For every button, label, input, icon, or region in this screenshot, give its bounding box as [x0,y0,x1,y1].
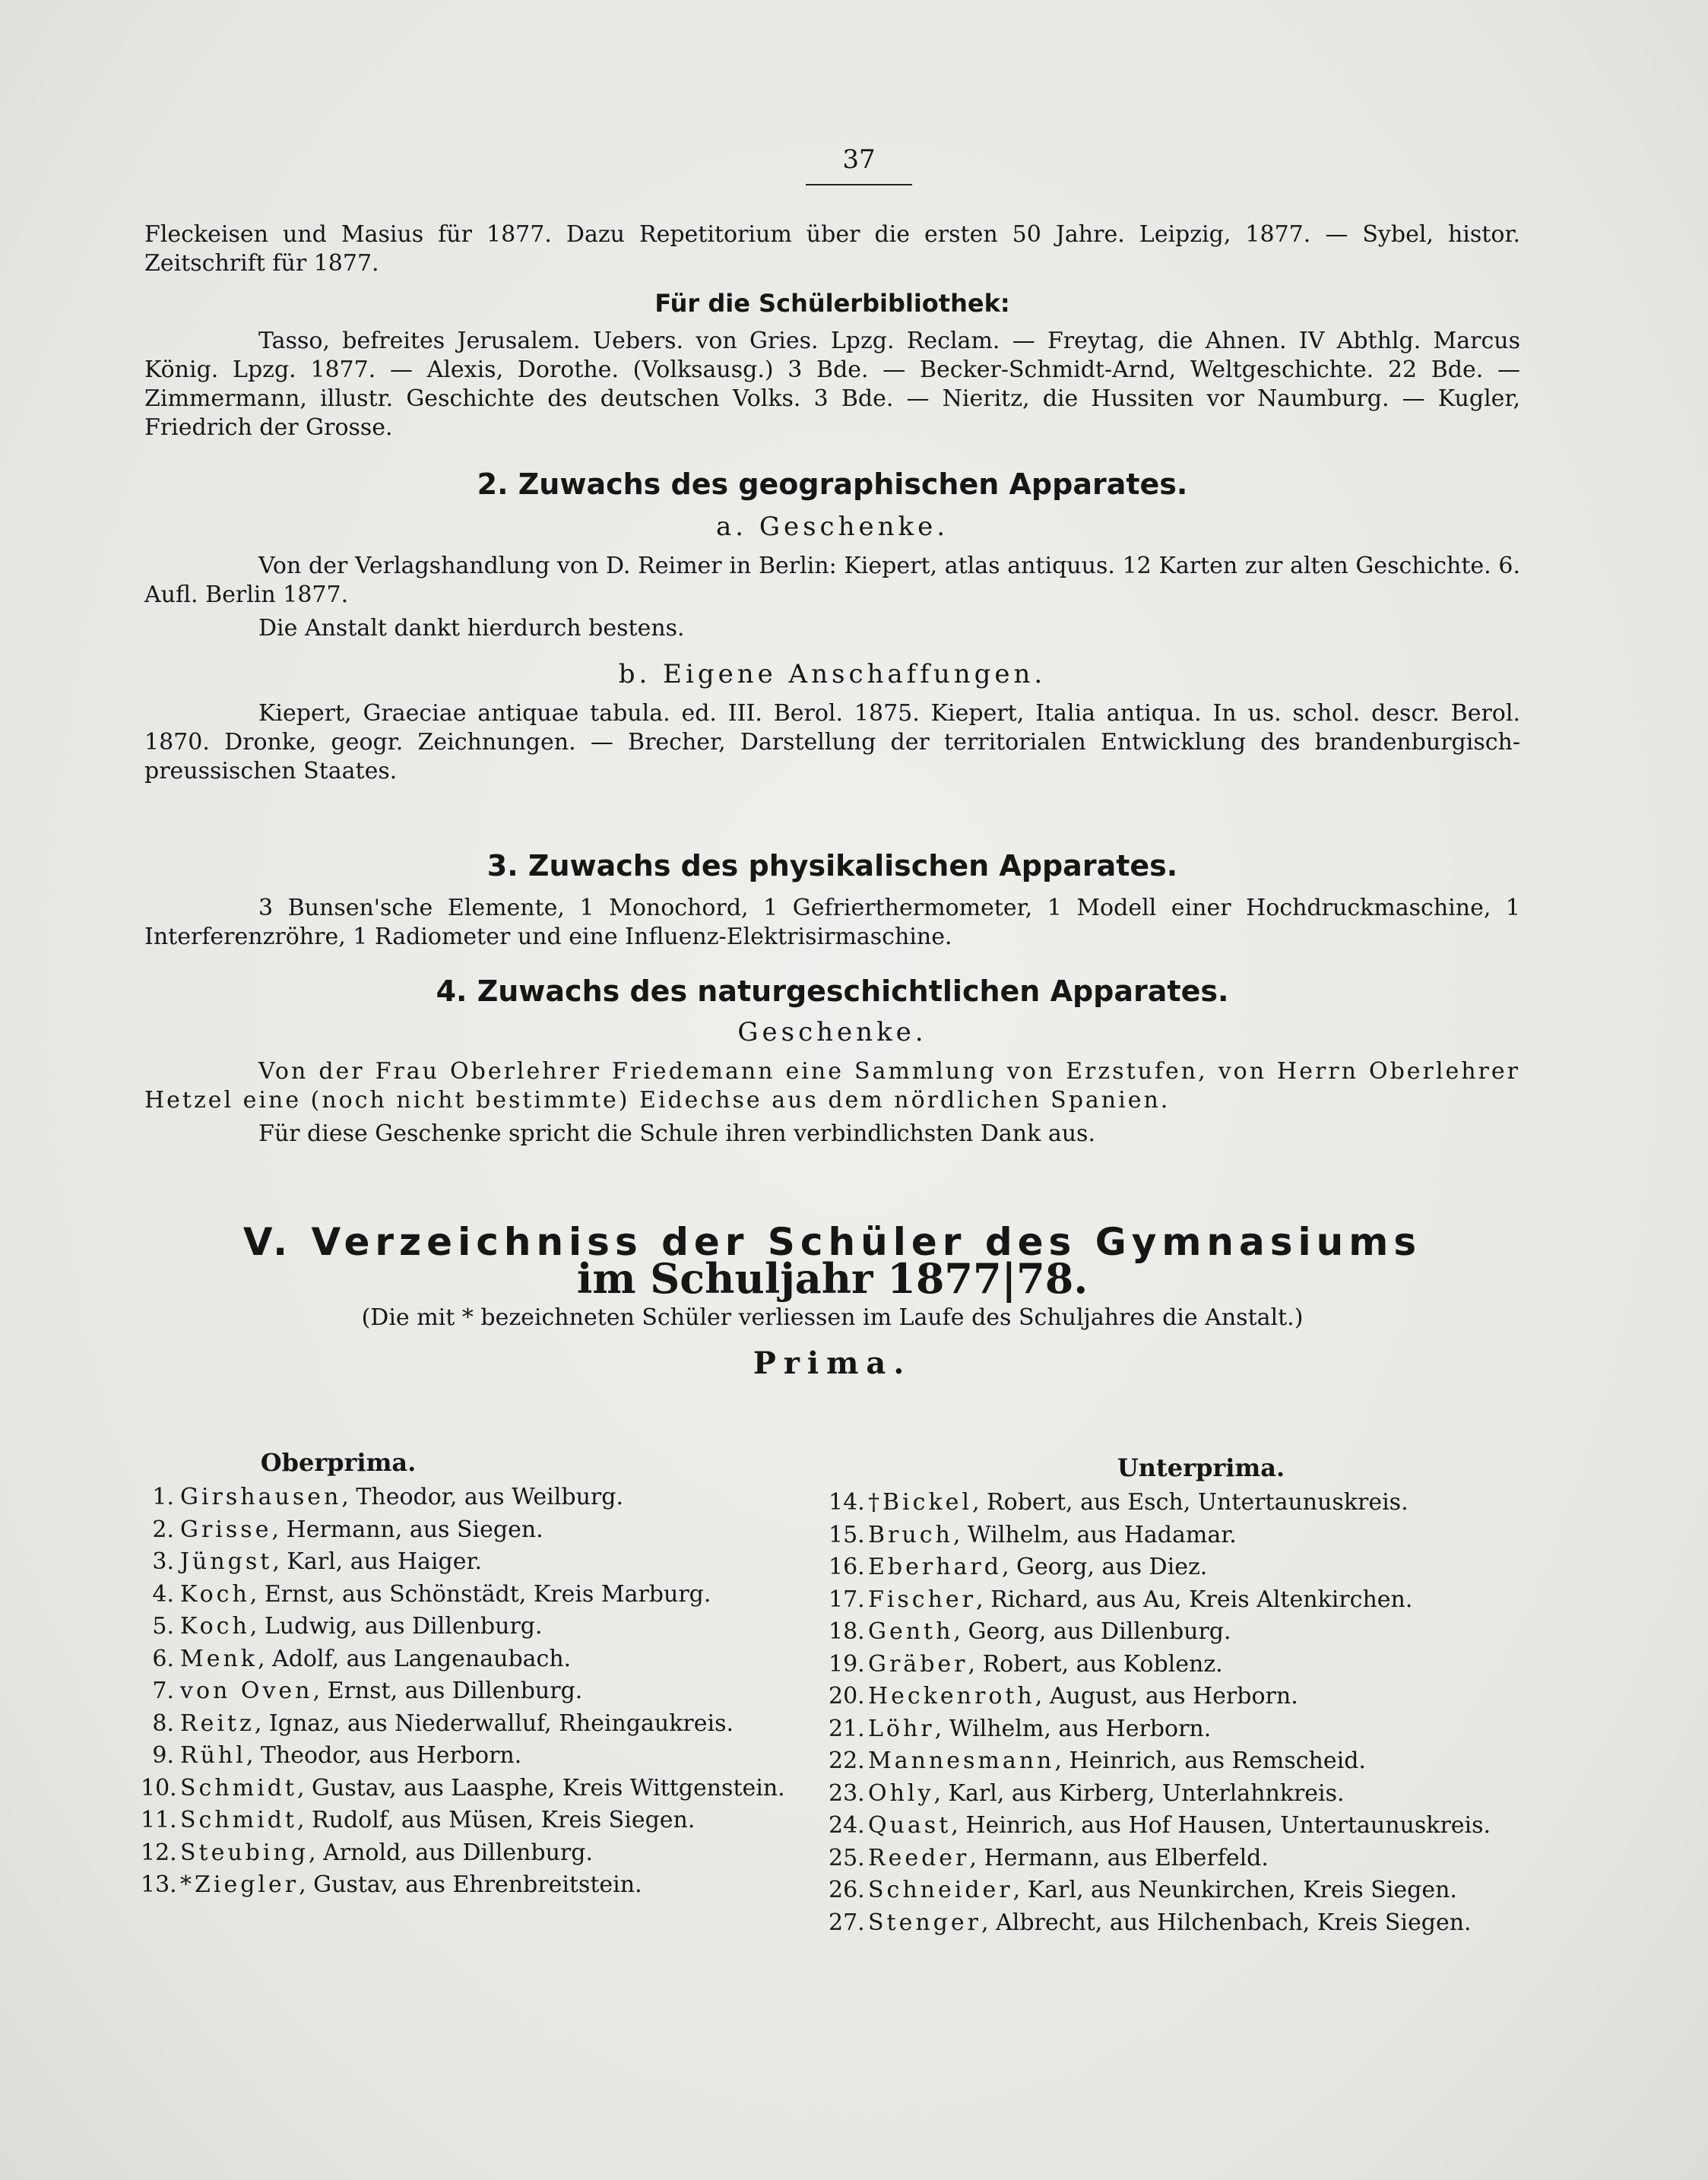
unterprima-list [829,1487,1528,1939]
section-3-paragraph: 3 Bunsen'sche Elemente, 1 Monochord, 1 Gefrierthermometer, 1 Modell einer Hochdruckmaschine, 1 Interferenzröhre, 1 Radiometer und eine Influenz-Elektrisirmaschine. [144,895,1520,950]
page-number: 37 [806,144,912,185]
student-number: 26. [829,1877,865,1903]
student-row [829,1616,1528,1649]
student-surname: Schneider [868,1877,1013,1903]
student-row [829,1649,1528,1681]
student-details: , Robert, aus Koblenz. [968,1650,1223,1678]
student-surname: Reitz [180,1709,255,1737]
section-4-heading: 4. Zuwachs des naturgeschichtlichen Apparates. [436,974,1229,1008]
section-2a-thanks: Die Anstalt dankt hierdurch bestens. [258,615,685,642]
student-surname: Menk [180,1645,258,1672]
student-surname: †Bickel [868,1489,972,1516]
student-row [829,1907,1528,1940]
student-surname: Koch [180,1580,250,1608]
student-surname: Bruch [868,1521,953,1548]
student-row [141,1611,825,1643]
student-surname: Mannesmann [868,1747,1055,1774]
student-details: , Heinrich, aus Remscheid. [1054,1747,1366,1774]
section-5 [144,1220,1520,1381]
student-number: 16. [829,1554,865,1580]
student-number: 14. [829,1489,865,1516]
student-number: 3. [152,1548,174,1575]
student-details: , Wilhelm, aus Hadamar. [952,1521,1237,1548]
student-details: , Karl, aus Haiger. [272,1548,483,1575]
student-details: , Ernst, aus Schönstädt, Kreis Marburg. [249,1580,711,1608]
student-surname: *Ziegler [180,1871,299,1898]
student-details: , Gustav, aus Laasphe, Kreis Wittgenstein. [296,1774,785,1801]
student-row [141,1773,825,1805]
student-number: 19. [829,1650,865,1678]
student-surname: Schmidt [180,1774,297,1801]
student-details: , Theodor, aus Weilburg. [341,1484,623,1510]
student-number: 20. [829,1683,865,1709]
schuelerbibliothek-heading: Für die Schülerbibliothek: [654,289,1010,318]
student-row [141,1643,825,1676]
student-row [829,1843,1528,1875]
schuelerbibliothek-section [144,289,1520,442]
student-number: 27. [829,1909,865,1936]
unterprima-column [829,1453,1528,1939]
student-surname: Rühl [180,1742,246,1769]
student-number: 6. [152,1645,174,1672]
section-4-paragraph: Von der Frau Oberlehrer Friedemann eine Sammlung von Erzstufen, von Herrn Oberlehrer Hetzel eine (noch nicht bestimmte) Eidechse aus dem nördlichen Spanien. [144,1058,1520,1114]
student-row [829,1745,1528,1778]
prima-heading: Prima. [753,1345,912,1381]
student-number: 5. [152,1613,174,1640]
student-surname: Girshausen [180,1484,342,1510]
section-2b-heading: b. Eigene Anschaffungen. [618,659,1047,689]
student-number: 15. [829,1521,865,1548]
student-details: , Theodor, aus Herborn. [246,1742,522,1769]
section-5-note: (Die mit * bezeichneten Schüler verliessen im Laufe des Schuljahres die Anstalt.) [361,1304,1304,1331]
section-2a-heading: a. Geschenke. [715,512,949,542]
student-details: , Albrecht, aus Hilchenbach, Kreis Siegen. [981,1909,1472,1936]
student-row [141,1805,825,1837]
student-row [829,1713,1528,1746]
student-row [141,1675,825,1708]
section-2 [144,467,1520,786]
student-number: 13. [141,1871,177,1898]
section-4-subheading: Geschenke. [737,1017,927,1047]
student-surname: Eberhard [868,1554,1002,1580]
student-number: 1. [152,1484,174,1510]
student-surname: Löhr [868,1715,935,1742]
student-details: , Rudolf, aus Müsen, Kreis Siegen. [296,1807,696,1833]
student-row [141,1708,825,1741]
student-number: 10. [141,1774,177,1801]
student-number: 22. [829,1747,865,1774]
unterprima-heading: Unterprima. [1117,1453,1285,1482]
student-surname: Koch [180,1613,250,1640]
student-surname: Ohly [868,1779,934,1807]
student-details: , Adolf, aus Langenaubach. [257,1645,572,1672]
section-3 [144,851,1520,952]
intro-paragraph: Fleckeisen und Masius für 1877. Dazu Repetitorium über die ersten 50 Jahre. Leipzig, 1877. — Sybel, histor. Zeitschrift für 1877. [144,221,1520,277]
student-number: 8. [152,1709,174,1737]
section-4 [144,974,1520,1149]
student-row [141,1740,825,1773]
student-number: 21. [829,1715,865,1742]
student-number: 25. [829,1844,865,1871]
student-surname: Gräber [868,1650,968,1678]
student-number: 11. [141,1807,177,1833]
section-5-title: V. Verzeichniss der Schüler des Gymnasiums [242,1220,1422,1264]
student-number: 12. [141,1839,177,1866]
student-details: , Heinrich, aus Hof Hausen, Untertaunuskreis. [951,1812,1491,1839]
section-2a-paragraph: Von der Verlagshandlung von D. Reimer in Berlin: Kiepert, atlas antiquus. 12 Karten zur alten Geschichte. 6. Aufl. Berlin 1877. [144,553,1520,608]
schuelerbibliothek-paragraph: Tasso, befreites Jerusalem. Uebers. von Gries. Lpzg. Reclam. — Freytag, die Ahnen. IV Abthlg. Marcus König. Lpzg. 1877. — Alexis, Dorothe. (Volksausg.) 3 Bde. — Becker-Schmidt-Arnd, Weltgeschichte. 22 Bde. — Zimmermann, illustr. Geschichte des deutschen Volks. 3 Bde. — Nieritz, die Hussiten vor Naumburg. — Kugler, Friedrich der Grosse. [144,328,1520,441]
student-details: , Gustav, aus Ehrenbreitstein. [299,1871,642,1898]
student-surname: Stenger [868,1909,981,1936]
student-row [141,1579,825,1611]
student-number: 7. [152,1678,174,1704]
student-surname: Reeder [868,1844,970,1871]
student-details: , Georg, aus Diez. [1001,1554,1208,1580]
student-details: , Ludwig, aus Dillenburg. [249,1613,543,1640]
student-details: , Karl, aus Neunkirchen, Kreis Siegen. [1012,1877,1457,1903]
student-surname: Steubing [180,1839,309,1866]
student-details: , Arnold, aus Dillenburg. [309,1839,594,1866]
student-number: 9. [152,1742,174,1769]
student-surname: Jüngst [180,1548,273,1575]
student-row [141,1869,825,1902]
student-details: , Wilhelm, aus Herborn. [934,1715,1212,1742]
student-details: , Ignaz, aus Niederwalluf, Rheingaukreis. [254,1709,734,1737]
section-3-heading: 3. Zuwachs des physikalischen Apparates. [486,849,1178,882]
student-number: 17. [829,1586,865,1613]
student-number: 18. [829,1618,865,1645]
section-4-thanks: Für diese Geschenke spricht die Schule ihren verbindlichsten Dank aus. [258,1120,1095,1147]
student-row [829,1810,1528,1843]
student-surname: von Oven [180,1678,313,1704]
student-surname: Schmidt [180,1807,297,1833]
student-details: , Ernst, aus Dillenburg. [312,1678,583,1704]
student-surname: Quast [868,1812,952,1839]
student-details: , Robert, aus Esch, Untertaunuskreis. [971,1489,1409,1516]
student-row [141,1546,825,1579]
student-details: , Hermann, aus Elberfeld. [969,1844,1269,1871]
student-row [141,1514,825,1547]
student-surname: Grisse [180,1516,272,1543]
section-5-subtitle: im Schuljahr 1877|78. [576,1254,1088,1303]
student-row [141,1837,825,1870]
student-details: , Hermann, aus Siegen. [271,1516,543,1543]
student-surname: Fischer [868,1586,977,1613]
student-row [829,1681,1528,1713]
section-2-heading: 2. Zuwachs des geographischen Apparates. [477,467,1188,501]
student-row [141,1481,825,1514]
student-row [829,1874,1528,1907]
student-details: , Georg, aus Dillenburg. [953,1618,1231,1645]
student-details: , Karl, aus Kirberg, Unterlahnkreis. [933,1779,1345,1807]
oberprima-column [141,1448,825,1902]
student-row [829,1519,1528,1552]
student-surname: Genth [868,1618,954,1645]
student-number: 2. [152,1516,174,1543]
student-row [829,1551,1528,1584]
student-details: , August, aus Herborn. [1035,1683,1298,1709]
oberprima-heading: Oberprima. [260,1448,417,1477]
student-row [829,1584,1528,1617]
student-row [829,1778,1528,1811]
intro-section [144,220,1520,278]
student-number: 23. [829,1779,865,1807]
student-number: 4. [152,1580,174,1608]
oberprima-list [141,1481,825,1902]
student-row [829,1487,1528,1519]
student-surname: Heckenroth [868,1683,1035,1709]
section-2b-paragraph: Kiepert, Graeciae antiquae tabula. ed. III. Berol. 1875. Kiepert, Italia antiqua. In us. schol. descr. Berol. 1870. Dronke, geogr. Zeichnungen. — Brecher, Darstellung der territorialen Entwicklung des brandenburgisch-preussischen Staates. [144,700,1520,784]
student-number: 24. [829,1812,865,1839]
student-details: , Richard, aus Au, Kreis Altenkirchen. [976,1586,1413,1613]
